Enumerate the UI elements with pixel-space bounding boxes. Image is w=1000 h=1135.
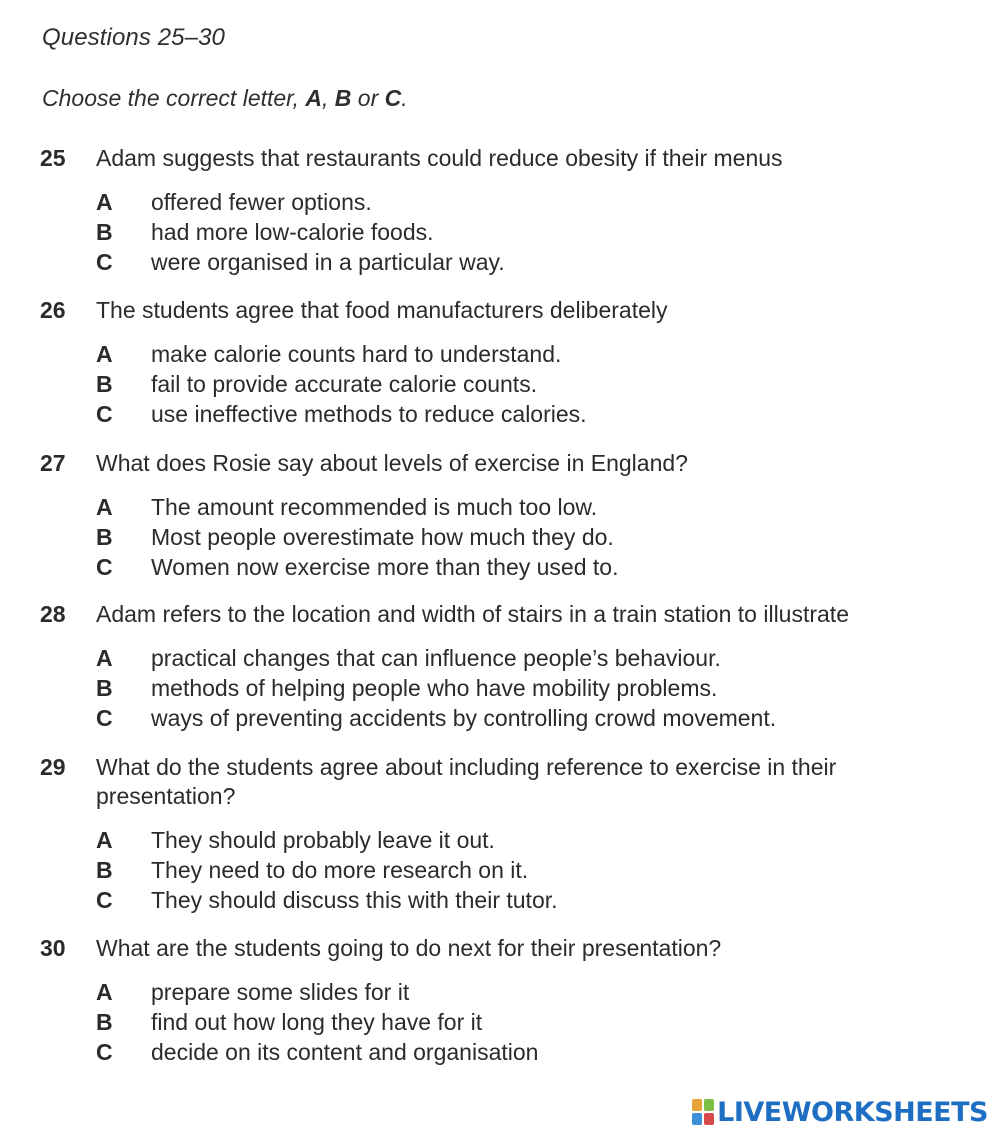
option-text: methods of helping people who have mobility problems.: [151, 675, 718, 701]
question-28: [40, 600, 960, 733]
option-text: fail to provide accurate calorie counts.: [151, 371, 538, 397]
question-29: [40, 753, 930, 915]
option-text: ways of preventing accidents by controlling crowd movement.: [151, 705, 777, 731]
option-text: had more low-calorie foods.: [151, 219, 434, 245]
question-25: [40, 144, 940, 277]
question-text: Adam refers to the location and width of stairs in a train station to illustrate: [96, 601, 849, 627]
option-letter: B: [96, 857, 113, 883]
option-letter: C: [96, 554, 113, 580]
option-b[interactable]: [96, 217, 940, 247]
option-list: [96, 977, 940, 1067]
question-stem: [40, 934, 940, 963]
option-list: [96, 492, 940, 582]
option-letter: A: [96, 645, 113, 671]
question-stem: [40, 449, 940, 478]
option-text: They should probably leave it out.: [151, 827, 495, 853]
option-a[interactable]: [96, 492, 940, 522]
question-30: [40, 934, 940, 1067]
option-text: were organised in a particular way.: [151, 249, 505, 275]
question-text: What do the students agree about including reference to exercise in their presentation?: [96, 754, 837, 809]
question-26: [40, 296, 940, 429]
instruction-separator: ,: [321, 85, 335, 111]
option-list: [96, 825, 930, 915]
question-number: 27: [40, 450, 66, 476]
option-letter: A: [96, 494, 113, 520]
logo-tile-icon: [692, 1113, 702, 1125]
question-text: What does Rosie say about levels of exercise in England?: [96, 450, 688, 476]
option-letter: B: [96, 1009, 113, 1035]
option-letter: A: [96, 341, 113, 367]
option-text: practical changes that can influence people’s behaviour.: [151, 645, 721, 671]
question-number: 26: [40, 297, 66, 323]
question-number: 25: [40, 145, 66, 171]
option-letter: C: [96, 249, 113, 275]
option-letter: C: [96, 887, 113, 913]
option-b[interactable]: [96, 855, 930, 885]
instruction-letter-b: B: [334, 85, 352, 111]
option-text: They need to do more research on it.: [151, 857, 529, 883]
option-text: They should discuss this with their tutor.: [151, 887, 558, 913]
question-27: [40, 449, 940, 582]
option-letter: A: [96, 189, 113, 215]
question-text: What are the students going to do next for their presentation?: [96, 935, 722, 961]
logo-tile-icon: [704, 1099, 714, 1111]
option-a[interactable]: [96, 977, 940, 1007]
question-stem: [40, 753, 930, 811]
option-a[interactable]: [96, 187, 940, 217]
option-letter: B: [96, 524, 113, 550]
option-a[interactable]: [96, 339, 940, 369]
question-text: The students agree that food manufacturers deliberately: [96, 297, 668, 323]
option-b[interactable]: [96, 1007, 940, 1037]
option-text: make calorie counts hard to understand.: [151, 341, 562, 367]
question-number: 30: [40, 935, 66, 961]
question-stem: [40, 296, 940, 325]
instruction-text: [42, 85, 408, 112]
option-text: Most people overestimate how much they do.: [151, 524, 614, 550]
option-text: Women now exercise more than they used to.: [151, 554, 619, 580]
question-number: 28: [40, 601, 66, 627]
option-text: find out how long they have for it: [151, 1009, 483, 1035]
option-a[interactable]: [96, 643, 960, 673]
option-list: [96, 187, 940, 277]
option-c[interactable]: [96, 885, 930, 915]
option-text: The amount recommended is much too low.: [151, 494, 598, 520]
option-c[interactable]: [96, 1037, 940, 1067]
question-stem: [40, 144, 940, 173]
instruction-letter-c: C: [384, 85, 402, 111]
option-b[interactable]: [96, 673, 960, 703]
option-text: offered fewer options.: [151, 189, 372, 215]
option-b[interactable]: [96, 522, 940, 552]
option-text: prepare some slides for it: [151, 979, 410, 1005]
option-list: [96, 339, 940, 429]
option-text: use ineffective methods to reduce calories.: [151, 401, 587, 427]
option-c[interactable]: [96, 703, 960, 733]
question-text: Adam suggests that restaurants could reduce obesity if their menus: [96, 145, 783, 171]
question-number: 29: [40, 754, 66, 780]
question-stem: [40, 600, 960, 629]
option-c[interactable]: [96, 399, 940, 429]
option-c[interactable]: [96, 552, 940, 582]
section-heading: Questions 25–30: [42, 24, 225, 51]
logo-tile-icon: [704, 1113, 714, 1125]
option-letter: B: [96, 371, 113, 397]
option-b[interactable]: [96, 369, 940, 399]
option-c[interactable]: [96, 247, 940, 277]
option-letter: A: [96, 827, 113, 853]
logo-wordmark: LIVEWORKSHEETS: [717, 1096, 988, 1128]
option-letter: A: [96, 979, 113, 1005]
instruction-letter-a: A: [305, 85, 322, 111]
instruction-separator: or: [351, 85, 385, 111]
instruction-suffix: .: [401, 85, 408, 111]
option-list: [96, 643, 960, 733]
option-letter: C: [96, 401, 113, 427]
logo-tile-icon: [692, 1099, 702, 1111]
option-a[interactable]: [96, 825, 930, 855]
liveworksheets-logo-icon: [692, 1099, 714, 1125]
instruction-prefix: Choose the correct letter,: [42, 85, 306, 111]
option-letter: B: [96, 219, 113, 245]
option-letter: C: [96, 1039, 113, 1065]
option-letter: C: [96, 705, 113, 731]
option-letter: B: [96, 675, 113, 701]
option-text: decide on its content and organisation: [151, 1039, 539, 1065]
liveworksheets-logo[interactable]: [692, 1092, 988, 1132]
